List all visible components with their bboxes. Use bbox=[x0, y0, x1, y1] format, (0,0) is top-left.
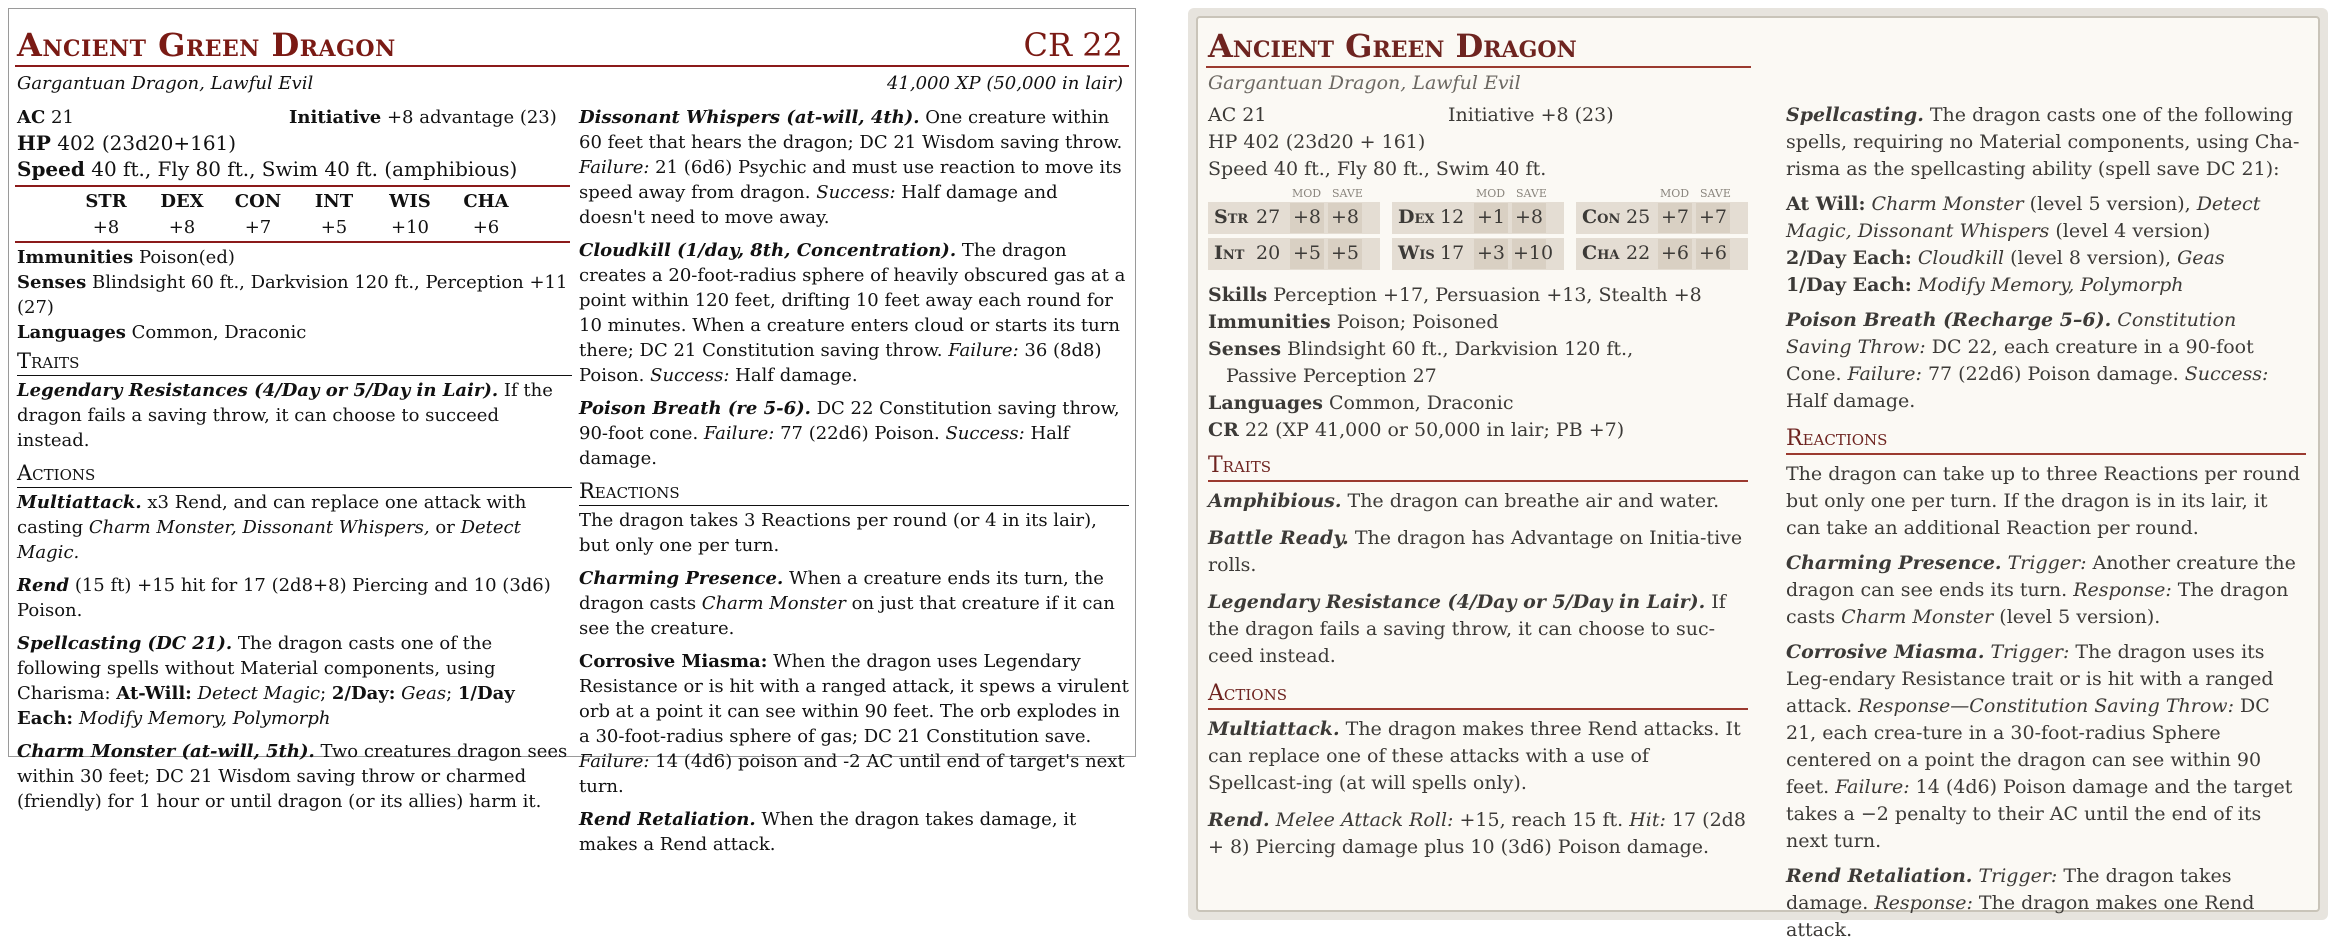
right-column bbox=[1786, 102, 2306, 944]
save-header: SAVE bbox=[1700, 187, 1731, 200]
mod-header: MOD bbox=[1292, 187, 1322, 200]
immunities: Immunities Poison(ed) bbox=[17, 247, 235, 268]
stat-mod: +3 bbox=[1476, 242, 1505, 264]
mod-header: MOD bbox=[1476, 187, 1506, 200]
reaction-charming-presence: Charming Presence. Trigger: Another creature the dragon can see ends its turn. Response: The dragon casts Charm Monster (level 5 version). bbox=[1786, 552, 2296, 628]
stat-mod: +1 bbox=[1476, 206, 1505, 228]
ac-initiative-row bbox=[1208, 102, 1768, 129]
actions-heading: Actions bbox=[1208, 680, 1748, 710]
action-rend: Rend (15 ft) +15 hit for 17 (2d8+8) Piercing and 10 (3d6) Poison. bbox=[17, 575, 551, 621]
action-dissonant-whispers: Dissonant Whispers (at-will, 4th). One creature within 60 feet that hears the dragon; DC 21 Wisdom saving throw. Failure: 21 (6d6) Psychic and must use reaction to move its speed away from dragon. Success: Half damage and doesn't need to move away. bbox=[579, 107, 1123, 228]
stat-mod: +7 bbox=[1660, 206, 1689, 228]
action-spellcasting: Spellcasting. The dragon casts one of the following spells, requiring no Material components, using Cha-risma as the spellcasting ability (spell save DC 21): bbox=[1786, 104, 2300, 180]
stat-mod: +5 bbox=[320, 217, 348, 238]
stat-name: Dex bbox=[1398, 206, 1435, 228]
reactions-text: The dragon takes 3 Reactions per round (or 4 in its lair), but only one per turn. bbox=[579, 510, 1097, 556]
save-header: SAVE bbox=[1332, 187, 1363, 200]
stat-name: STR bbox=[85, 191, 127, 212]
trait-legendary-resistance: Legendary Resistance (4/Day or 5/Day in Lair). If the dragon fails a saving throw, it can choose to suc-ceed instead. bbox=[1208, 591, 1726, 667]
spells-at-will: At Will: Charm Monster (level 5 version), Detect Magic, Dissonant Whispers (level 4 version) bbox=[1786, 193, 2261, 242]
hit-points: HP 402 (23d20 + 161) bbox=[1208, 131, 1426, 153]
mod-header: MOD bbox=[1660, 187, 1690, 200]
monster-type: Gargantuan Dragon, Lawful Evil bbox=[17, 73, 314, 94]
action-rend: Rend. Melee Attack Roll: +15, reach 15 ft. Hit: 17 (2d8 + 8) Piercing damage plus 10 (3d6) Poison damage. bbox=[1208, 809, 1746, 858]
actions-heading: Actions bbox=[17, 459, 572, 488]
reactions-heading: Reactions bbox=[579, 477, 1129, 506]
stat-save: +6 bbox=[1698, 242, 1727, 264]
stat-score: 22 bbox=[1626, 242, 1651, 264]
challenge-rating: CR 22 (XP 41,000 or 50,000 in lair; PB +7) bbox=[1208, 419, 1625, 441]
immunities: Immunities Poison; Poisoned bbox=[1208, 311, 1499, 333]
reaction-rend-retaliation: Rend Retaliation. Trigger: The dragon takes damage. Response: The dragon makes one Rend attack. bbox=[1786, 865, 2255, 941]
stat-name: Int bbox=[1214, 242, 1245, 264]
monster-title: Ancient Green Dragon bbox=[1208, 27, 1577, 65]
left-column bbox=[1208, 102, 1768, 183]
speed-divider bbox=[15, 185, 570, 187]
reaction-corrosive-miasma: Corrosive Miasma. Trigger: The dragon uses its Leg-endary Resistance trait or is hit with a ranged attack. Response—Constitution Saving Throw: DC 21, each crea-ture in a 30-foot-radius Sphere centered on a point the dragon can see within 90 feet. Failure: 14 (4d6) Poison damage and the target takes a −2 penalty to their AC until the end of its next turn. bbox=[1786, 641, 2293, 852]
hit-points: HP 402 (23d20+161) bbox=[17, 131, 237, 155]
official-stat-block-frame bbox=[1188, 8, 2328, 941]
stat-mod: +6 bbox=[1660, 242, 1689, 264]
senses: Senses Blindsight 60 ft., Darkvision 120 ft., Perception +11 (27) bbox=[17, 272, 568, 318]
stat-mod: +10 bbox=[391, 217, 429, 238]
senses-passive: Passive Perception 27 bbox=[1226, 365, 1437, 387]
official-stat-block bbox=[1196, 16, 2320, 941]
stat-score: 12 bbox=[1440, 206, 1465, 228]
stat-name: Cha bbox=[1582, 242, 1620, 264]
stat-mod: +7 bbox=[244, 217, 272, 238]
trait-amphibious: Amphibious. The dragon can breathe air and water. bbox=[1208, 490, 1720, 512]
stat-save: +10 bbox=[1513, 242, 1554, 264]
action-multiattack: Multiattack. x3 Rend, and can replace one attack with casting Charm Monster, Dissonant Whispers, or Detect Magic. bbox=[17, 492, 527, 563]
xp-value: 41,000 XP (50,000 in lair) bbox=[886, 73, 1123, 94]
traits-heading: Traits bbox=[17, 347, 572, 376]
stat-save: +8 bbox=[1330, 206, 1359, 228]
senses: Senses Blindsight 60 ft., Darkvision 120 ft., bbox=[1208, 338, 1634, 360]
speed: Speed 40 ft., Fly 80 ft., Swim 40 ft. bbox=[1208, 158, 1547, 180]
traits-heading: Traits bbox=[1208, 452, 1748, 482]
title-divider bbox=[15, 65, 1129, 67]
languages: Languages Common, Draconic bbox=[17, 322, 307, 343]
stats-divider bbox=[15, 241, 570, 243]
action-multiattack: Multiattack. The dragon makes three Rend attacks. It can replace one of these attacks with a use of Spellcast-ing (at will spells only). bbox=[1208, 718, 1741, 794]
spells-2-day: 2/Day Each: Cloudkill (level 8 version), Geas bbox=[1786, 247, 2225, 269]
stat-score: 20 bbox=[1256, 242, 1281, 264]
trait-battle-ready: Battle Ready. The dragon has Advantage on Initia-tive rolls. bbox=[1208, 527, 1743, 576]
stat-save: +7 bbox=[1698, 206, 1727, 228]
stat-name: CHA bbox=[463, 191, 509, 212]
reaction-charming-presence: Charming Presence. When a creature ends its turn, the dragon casts Charm Monster on just that creature if it can see the creature. bbox=[579, 568, 1115, 639]
stat-mod: +6 bbox=[472, 217, 500, 238]
stat-name: Wis bbox=[1398, 242, 1435, 264]
left-lower-column bbox=[1208, 282, 1748, 861]
reaction-rend-retaliation: Rend Retaliation. When the dragon takes damage, it makes a Rend attack. bbox=[579, 809, 1077, 855]
reactions-heading: Reactions bbox=[1786, 425, 2306, 455]
stat-score: 17 bbox=[1440, 242, 1465, 264]
stat-name: INT bbox=[314, 191, 354, 212]
stat-score: 27 bbox=[1256, 206, 1281, 228]
action-spellcasting: Spellcasting (DC 21). The dragon casts one of the following spells without Material components, using Charisma: At-Will: Detect Magic; 2/Day: Geas; 1/Day Each: Modify Memory, Polymorph bbox=[17, 633, 515, 729]
stat-score: 25 bbox=[1626, 206, 1651, 228]
armor-class: AC 21 bbox=[17, 107, 74, 128]
skills: Skills Perception +17, Persuasion +13, Stealth +8 bbox=[1208, 284, 1702, 306]
monster-title: Ancient Green Dragon bbox=[17, 26, 396, 64]
action-poison-breath: Poison Breath (Recharge 5–6). Constitution Saving Throw: DC 22, each creature in a 90-foot Cone. Failure: 77 (22d6) Poison damage. Success: Half damage. bbox=[1786, 309, 2269, 412]
spells-1-day: 1/Day Each: Modify Memory, Polymorph bbox=[1786, 274, 2184, 296]
reactions-text: The dragon can take up to three Reactions per round but only one per turn. If the dragon is in its lair, it can take an additional Reaction per round. bbox=[1786, 463, 2301, 539]
save-header: SAVE bbox=[1516, 187, 1547, 200]
languages: Languages Common, Draconic bbox=[1208, 392, 1514, 414]
challenge-rating: CR 22 bbox=[1023, 26, 1123, 64]
initiative: Initiative +8 (23) bbox=[1448, 104, 1614, 126]
stat-name: CON bbox=[234, 191, 282, 212]
stat-name: Str bbox=[1214, 206, 1249, 228]
stat-save: +5 bbox=[1330, 242, 1359, 264]
stat-name: DEX bbox=[160, 191, 204, 212]
initiative: Initiative +8 advantage (23) bbox=[289, 107, 557, 128]
monster-type: Gargantuan Dragon, Lawful Evil bbox=[1208, 72, 1521, 94]
stat-save: +8 bbox=[1514, 206, 1543, 228]
stat-name: WIS bbox=[389, 191, 431, 212]
condensed-stat-block bbox=[8, 8, 1136, 855]
stat-mod: +5 bbox=[1292, 242, 1321, 264]
stat-mod: +8 bbox=[168, 217, 196, 238]
action-charm-monster: Charm Monster (at-will, 5th). Two creatures dragon sees within 30 feet; DC 21 Wisdom saving throw or charmed (friendly) for 1 hour or until dragon (or its allies) harm it. bbox=[17, 741, 568, 812]
title-divider bbox=[1206, 66, 1751, 68]
action-cloudkill: Cloudkill (1/day, 8th, Concentration). The dragon creates a 20-foot-radius sphere of heavily obscured gas at a point within 120 feet, drifting 10 feet away each round for 10 minutes. When a creature enters cloud or starts its turn there; DC 21 Constitution saving throw. Failure: 36 (8d8) Poison. Success: Half damage. bbox=[579, 240, 1126, 386]
trait-legendary-resistance: Legendary Resistances (4/Day or 5/Day in Lair). If the dragon fails a saving throw, it can choose to succeed instead. bbox=[17, 380, 553, 451]
right-column bbox=[579, 105, 1129, 857]
stat-mod: +8 bbox=[1292, 206, 1321, 228]
left-column bbox=[17, 245, 572, 814]
action-poison-breath: Poison Breath (re 5-6). DC 22 Constitution saving throw, 90-foot cone. Failure: 77 (22d6) Poison. Success: Half damage. bbox=[579, 398, 1120, 469]
stat-mod: +8 bbox=[92, 217, 120, 238]
reaction-corrosive-miasma: Corrosive Miasma: When the dragon uses Legendary Resistance or is hit with a ranged attack, it spews a virulent orb at a point it can see within 90 feet. The orb explodes in a 30-foot-radius sphere of gas; DC 21 Constitution save. Failure: 14 (4d6) poison and -2 AC until end of target's next turn. bbox=[579, 651, 1129, 797]
stat-name: Con bbox=[1582, 206, 1621, 228]
speed: Speed 40 ft., Fly 80 ft., Swim 40 ft. (amphibious) bbox=[17, 157, 518, 181]
armor-class: AC 21 bbox=[1208, 104, 1267, 126]
